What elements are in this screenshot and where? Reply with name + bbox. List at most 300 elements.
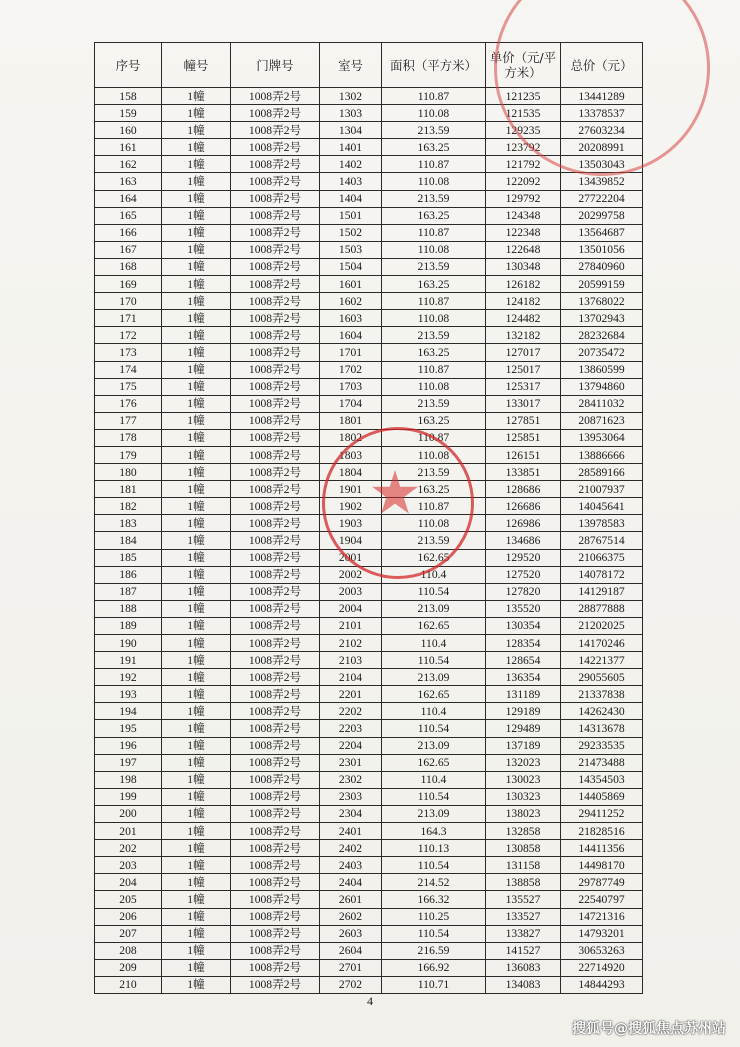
table-row [95, 771, 643, 788]
table-cell: 2004 [320, 600, 382, 617]
table-cell: 2603 [320, 925, 382, 942]
table-cell: 1幢 [162, 190, 231, 207]
table-cell: 213.59 [382, 395, 486, 412]
table-cell: 206 [95, 908, 162, 925]
table-cell: 183 [95, 515, 162, 532]
table-cell: 27722204 [561, 190, 643, 207]
table-cell: 133017 [486, 395, 561, 412]
table-cell: 134083 [486, 976, 561, 993]
table-cell: 127017 [486, 344, 561, 361]
table-cell: 198 [95, 771, 162, 788]
table-cell: 2604 [320, 942, 382, 959]
table-cell: 13978583 [561, 515, 643, 532]
table-cell: 14313678 [561, 720, 643, 737]
table-cell: 1幢 [162, 686, 231, 703]
table-cell: 163.25 [382, 139, 486, 156]
table-cell: 1008弄2号 [231, 173, 320, 190]
table-cell: 1008弄2号 [231, 874, 320, 891]
table-cell: 1303 [320, 105, 382, 122]
table-cell: 213.09 [382, 805, 486, 822]
table-cell: 1幢 [162, 429, 231, 446]
table-row [95, 88, 643, 105]
table-cell: 163 [95, 173, 162, 190]
table-cell: 1幢 [162, 617, 231, 634]
table-cell: 14354503 [561, 771, 643, 788]
table-cell: 110.08 [382, 446, 486, 463]
table-cell: 133827 [486, 925, 561, 942]
table-cell: 2702 [320, 976, 382, 993]
table-cell: 135527 [486, 891, 561, 908]
table-cell: 133851 [486, 464, 561, 481]
table-row [95, 720, 643, 737]
table-cell: 1008弄2号 [231, 669, 320, 686]
table-cell: 175 [95, 378, 162, 395]
header-row [95, 43, 643, 88]
table-cell: 1幢 [162, 156, 231, 173]
table-cell: 132858 [486, 823, 561, 840]
table-cell: 1幢 [162, 805, 231, 822]
table-cell: 1008弄2号 [231, 310, 320, 327]
table-cell: 1幢 [162, 293, 231, 310]
table-cell: 30653263 [561, 942, 643, 959]
table-cell: 132182 [486, 327, 561, 344]
table-cell: 13860599 [561, 361, 643, 378]
table-cell: 1008弄2号 [231, 942, 320, 959]
table-cell: 14411356 [561, 840, 643, 857]
table-cell: 1501 [320, 207, 382, 224]
table-cell: 128354 [486, 635, 561, 652]
table-cell: 163.25 [382, 276, 486, 293]
table-cell: 129792 [486, 190, 561, 207]
table-cell: 2204 [320, 737, 382, 754]
table-cell: 1幢 [162, 891, 231, 908]
table-cell: 1幢 [162, 344, 231, 361]
table-cell: 128686 [486, 481, 561, 498]
table-cell: 1幢 [162, 327, 231, 344]
table-row [95, 122, 643, 139]
table-cell: 126151 [486, 446, 561, 463]
table-cell: 1404 [320, 190, 382, 207]
table-row [95, 857, 643, 874]
table-cell: 2301 [320, 754, 382, 771]
table-cell: 22714920 [561, 959, 643, 976]
table-cell: 141527 [486, 942, 561, 959]
table-cell: 179 [95, 446, 162, 463]
table-row [95, 891, 643, 908]
table-cell: 2401 [320, 823, 382, 840]
table-cell: 130323 [486, 788, 561, 805]
table-cell: 1幢 [162, 207, 231, 224]
table-cell: 125851 [486, 429, 561, 446]
table-cell: 187 [95, 583, 162, 600]
table-cell: 1幢 [162, 583, 231, 600]
table-cell: 178 [95, 429, 162, 446]
table-cell: 193 [95, 686, 162, 703]
table-row [95, 276, 643, 293]
table-cell: 2304 [320, 805, 382, 822]
table-cell: 20299758 [561, 207, 643, 224]
table-row [95, 207, 643, 224]
table-cell: 2104 [320, 669, 382, 686]
table-cell: 1008弄2号 [231, 122, 320, 139]
table-row [95, 105, 643, 122]
table-cell: 1幢 [162, 122, 231, 139]
table-cell: 21473488 [561, 754, 643, 771]
table-cell: 1603 [320, 310, 382, 327]
table-row [95, 293, 643, 310]
table-cell: 1008弄2号 [231, 771, 320, 788]
table-row [95, 241, 643, 258]
table-cell: 1008弄2号 [231, 976, 320, 993]
table-row [95, 173, 643, 190]
table-cell: 163.25 [382, 412, 486, 429]
table-row [95, 959, 643, 976]
table-cell: 14405869 [561, 788, 643, 805]
table-row [95, 498, 643, 515]
table-row [95, 942, 643, 959]
table-cell: 131189 [486, 686, 561, 703]
table-cell: 1幢 [162, 378, 231, 395]
table-cell: 29411252 [561, 805, 643, 822]
table-cell: 1008弄2号 [231, 532, 320, 549]
table-cell: 164.3 [382, 823, 486, 840]
table-cell: 134686 [486, 532, 561, 549]
table-cell: 13501056 [561, 241, 643, 258]
table-cell: 20735472 [561, 344, 643, 361]
table-cell: 1902 [320, 498, 382, 515]
table-cell: 1008弄2号 [231, 908, 320, 925]
table-cell: 2203 [320, 720, 382, 737]
table-cell: 2303 [320, 788, 382, 805]
table-cell: 1008弄2号 [231, 788, 320, 805]
table-cell: 1008弄2号 [231, 703, 320, 720]
table-cell: 191 [95, 652, 162, 669]
table-cell: 1008弄2号 [231, 583, 320, 600]
table-cell: 131158 [486, 857, 561, 874]
table-cell: 1008弄2号 [231, 515, 320, 532]
table-cell: 129235 [486, 122, 561, 139]
table-cell: 138858 [486, 874, 561, 891]
table-row [95, 635, 643, 652]
table-cell: 1幢 [162, 549, 231, 566]
table-cell: 1008弄2号 [231, 823, 320, 840]
table-cell: 130348 [486, 258, 561, 275]
table-cell: 130354 [486, 617, 561, 634]
table-cell: 1幢 [162, 412, 231, 429]
table-cell: 126986 [486, 515, 561, 532]
table-cell: 1幢 [162, 600, 231, 617]
table-cell: 177 [95, 412, 162, 429]
table-cell: 121792 [486, 156, 561, 173]
table-cell: 1008弄2号 [231, 412, 320, 429]
table-cell: 1幢 [162, 498, 231, 515]
table-cell: 110.54 [382, 720, 486, 737]
table-cell: 197 [95, 754, 162, 771]
table-cell: 2202 [320, 703, 382, 720]
table-cell: 1幢 [162, 88, 231, 105]
table-cell: 1008弄2号 [231, 686, 320, 703]
table-cell: 110.87 [382, 429, 486, 446]
table-cell: 1804 [320, 464, 382, 481]
table-cell: 1302 [320, 88, 382, 105]
table-cell: 1幢 [162, 720, 231, 737]
table-cell: 125317 [486, 378, 561, 395]
table-cell: 1008弄2号 [231, 566, 320, 583]
table-cell: 110.4 [382, 635, 486, 652]
table-cell: 162.65 [382, 686, 486, 703]
table-cell: 110.54 [382, 788, 486, 805]
table-cell: 110.54 [382, 583, 486, 600]
table-cell: 1008弄2号 [231, 805, 320, 822]
table-cell: 2302 [320, 771, 382, 788]
table-row [95, 224, 643, 241]
table-cell: 14045641 [561, 498, 643, 515]
table-cell: 213.59 [382, 327, 486, 344]
table-cell: 194 [95, 703, 162, 720]
table-cell: 166.32 [382, 891, 486, 908]
table-cell: 1幢 [162, 635, 231, 652]
table-row [95, 686, 643, 703]
table-cell: 136083 [486, 959, 561, 976]
table-row [95, 446, 643, 463]
table-cell: 2404 [320, 874, 382, 891]
table-cell: 1008弄2号 [231, 190, 320, 207]
table-cell: 1008弄2号 [231, 139, 320, 156]
table-cell: 1幢 [162, 532, 231, 549]
table-cell: 1幢 [162, 446, 231, 463]
table-cell: 14793201 [561, 925, 643, 942]
table-row [95, 925, 643, 942]
table-row [95, 395, 643, 412]
table-cell: 127851 [486, 412, 561, 429]
table-row [95, 464, 643, 481]
table-cell: 129489 [486, 720, 561, 737]
table-cell: 174 [95, 361, 162, 378]
table-cell: 172 [95, 327, 162, 344]
table-row [95, 840, 643, 857]
table-cell: 1604 [320, 327, 382, 344]
table-row [95, 583, 643, 600]
table-cell: 1901 [320, 481, 382, 498]
table-cell: 173 [95, 344, 162, 361]
table-cell: 27840960 [561, 258, 643, 275]
table-cell: 127520 [486, 566, 561, 583]
table-cell: 1幢 [162, 754, 231, 771]
table-row [95, 669, 643, 686]
table-cell: 1幢 [162, 276, 231, 293]
table-row [95, 566, 643, 583]
table-cell: 14262430 [561, 703, 643, 720]
table-cell: 216.59 [382, 942, 486, 959]
table-cell: 188 [95, 600, 162, 617]
table-cell: 180 [95, 464, 162, 481]
table-cell: 1008弄2号 [231, 925, 320, 942]
table-cell: 2103 [320, 652, 382, 669]
table-cell: 126182 [486, 276, 561, 293]
table-cell: 28589166 [561, 464, 643, 481]
table-body [95, 88, 643, 994]
table-cell: 1幢 [162, 737, 231, 754]
table-cell: 168 [95, 258, 162, 275]
table-cell: 21828516 [561, 823, 643, 840]
table-cell: 1幢 [162, 395, 231, 412]
table-header [95, 43, 643, 88]
table-cell: 13702943 [561, 310, 643, 327]
table-cell: 176 [95, 395, 162, 412]
table-cell: 163.25 [382, 207, 486, 224]
table-cell: 110.08 [382, 241, 486, 258]
column-header: 单价（元/平方米） [486, 43, 561, 88]
table-cell: 213.09 [382, 669, 486, 686]
table-row [95, 361, 643, 378]
table-cell: 207 [95, 925, 162, 942]
table-cell: 110.87 [382, 224, 486, 241]
table-cell: 14221377 [561, 652, 643, 669]
table-cell: 2602 [320, 908, 382, 925]
table-cell: 13503043 [561, 156, 643, 173]
table-cell: 158 [95, 88, 162, 105]
table-cell: 163.25 [382, 344, 486, 361]
table-cell: 29055605 [561, 669, 643, 686]
table-cell: 162.65 [382, 617, 486, 634]
table-cell: 20208991 [561, 139, 643, 156]
table-cell: 1幢 [162, 771, 231, 788]
table-cell: 13378537 [561, 105, 643, 122]
table-cell: 1904 [320, 532, 382, 549]
table-cell: 128654 [486, 652, 561, 669]
table-cell: 110.87 [382, 156, 486, 173]
table-cell: 1幢 [162, 139, 231, 156]
table-cell: 1幢 [162, 959, 231, 976]
table-row [95, 703, 643, 720]
table-cell: 124348 [486, 207, 561, 224]
table-cell: 129520 [486, 549, 561, 566]
table-cell: 21337838 [561, 686, 643, 703]
table-row [95, 908, 643, 925]
table-cell: 213.59 [382, 464, 486, 481]
table-cell: 14129187 [561, 583, 643, 600]
table-cell: 200 [95, 805, 162, 822]
table-cell: 13768022 [561, 293, 643, 310]
table-cell: 1幢 [162, 566, 231, 583]
table-cell: 135520 [486, 600, 561, 617]
table-cell: 159 [95, 105, 162, 122]
table-cell: 13564687 [561, 224, 643, 241]
table-cell: 121535 [486, 105, 561, 122]
table-cell: 110.87 [382, 498, 486, 515]
table-cell: 110.08 [382, 310, 486, 327]
table-cell: 27603234 [561, 122, 643, 139]
table-cell: 110.13 [382, 840, 486, 857]
table-cell: 1幢 [162, 105, 231, 122]
table-row [95, 805, 643, 822]
table-cell: 1幢 [162, 173, 231, 190]
table-cell: 201 [95, 823, 162, 840]
table-cell: 21007937 [561, 481, 643, 498]
table-cell: 2601 [320, 891, 382, 908]
table-cell: 110.08 [382, 378, 486, 395]
table-cell: 1008弄2号 [231, 156, 320, 173]
table-cell: 2403 [320, 857, 382, 874]
table-cell: 110.87 [382, 88, 486, 105]
table-cell: 21202025 [561, 617, 643, 634]
table-cell: 1008弄2号 [231, 241, 320, 258]
table-cell: 110.87 [382, 361, 486, 378]
table-cell: 170 [95, 293, 162, 310]
table-cell: 1704 [320, 395, 382, 412]
table-cell: 213.59 [382, 190, 486, 207]
table-cell: 1701 [320, 344, 382, 361]
table-cell: 110.54 [382, 925, 486, 942]
table-cell: 214.52 [382, 874, 486, 891]
table-cell: 14844293 [561, 976, 643, 993]
table-cell: 110.08 [382, 515, 486, 532]
table-cell: 1304 [320, 122, 382, 139]
column-header: 面积（平方米） [382, 43, 486, 88]
table-cell: 110.25 [382, 908, 486, 925]
table-cell: 1008弄2号 [231, 88, 320, 105]
table-cell: 29787749 [561, 874, 643, 891]
table-cell: 1008弄2号 [231, 617, 320, 634]
table-cell: 2402 [320, 840, 382, 857]
table-cell: 210 [95, 976, 162, 993]
page-number: 4 [367, 994, 373, 1008]
table-cell: 162.65 [382, 549, 486, 566]
table-cell: 202 [95, 840, 162, 857]
table-row [95, 139, 643, 156]
table-cell: 213.59 [382, 532, 486, 549]
table-cell: 1008弄2号 [231, 207, 320, 224]
table-cell: 110.08 [382, 105, 486, 122]
table-cell: 129189 [486, 703, 561, 720]
table-cell: 14078172 [561, 566, 643, 583]
table-row [95, 310, 643, 327]
table-cell: 165 [95, 207, 162, 224]
table-cell: 189 [95, 617, 162, 634]
table-row [95, 190, 643, 207]
table-cell: 125017 [486, 361, 561, 378]
table-cell: 2002 [320, 566, 382, 583]
table-row [95, 258, 643, 275]
table-row [95, 788, 643, 805]
table-cell: 14170246 [561, 635, 643, 652]
table-cell: 199 [95, 788, 162, 805]
table-cell: 213.09 [382, 600, 486, 617]
table-cell: 1幢 [162, 823, 231, 840]
table-row [95, 327, 643, 344]
table-cell: 1幢 [162, 652, 231, 669]
table-cell: 184 [95, 532, 162, 549]
table-cell: 1幢 [162, 361, 231, 378]
table-cell: 123792 [486, 139, 561, 156]
table-cell: 20871623 [561, 412, 643, 429]
table-cell: 1幢 [162, 908, 231, 925]
table-row [95, 874, 643, 891]
table-cell: 1503 [320, 241, 382, 258]
table-cell: 28877888 [561, 600, 643, 617]
table-cell: 138023 [486, 805, 561, 822]
table-cell: 195 [95, 720, 162, 737]
table-cell: 1008弄2号 [231, 891, 320, 908]
column-header: 总价（元） [561, 43, 643, 88]
table-cell: 182 [95, 498, 162, 515]
table-cell: 137189 [486, 737, 561, 754]
table-cell: 1008弄2号 [231, 720, 320, 737]
table-row [95, 515, 643, 532]
table-cell: 167 [95, 241, 162, 258]
table-cell: 1008弄2号 [231, 344, 320, 361]
table-cell: 133527 [486, 908, 561, 925]
